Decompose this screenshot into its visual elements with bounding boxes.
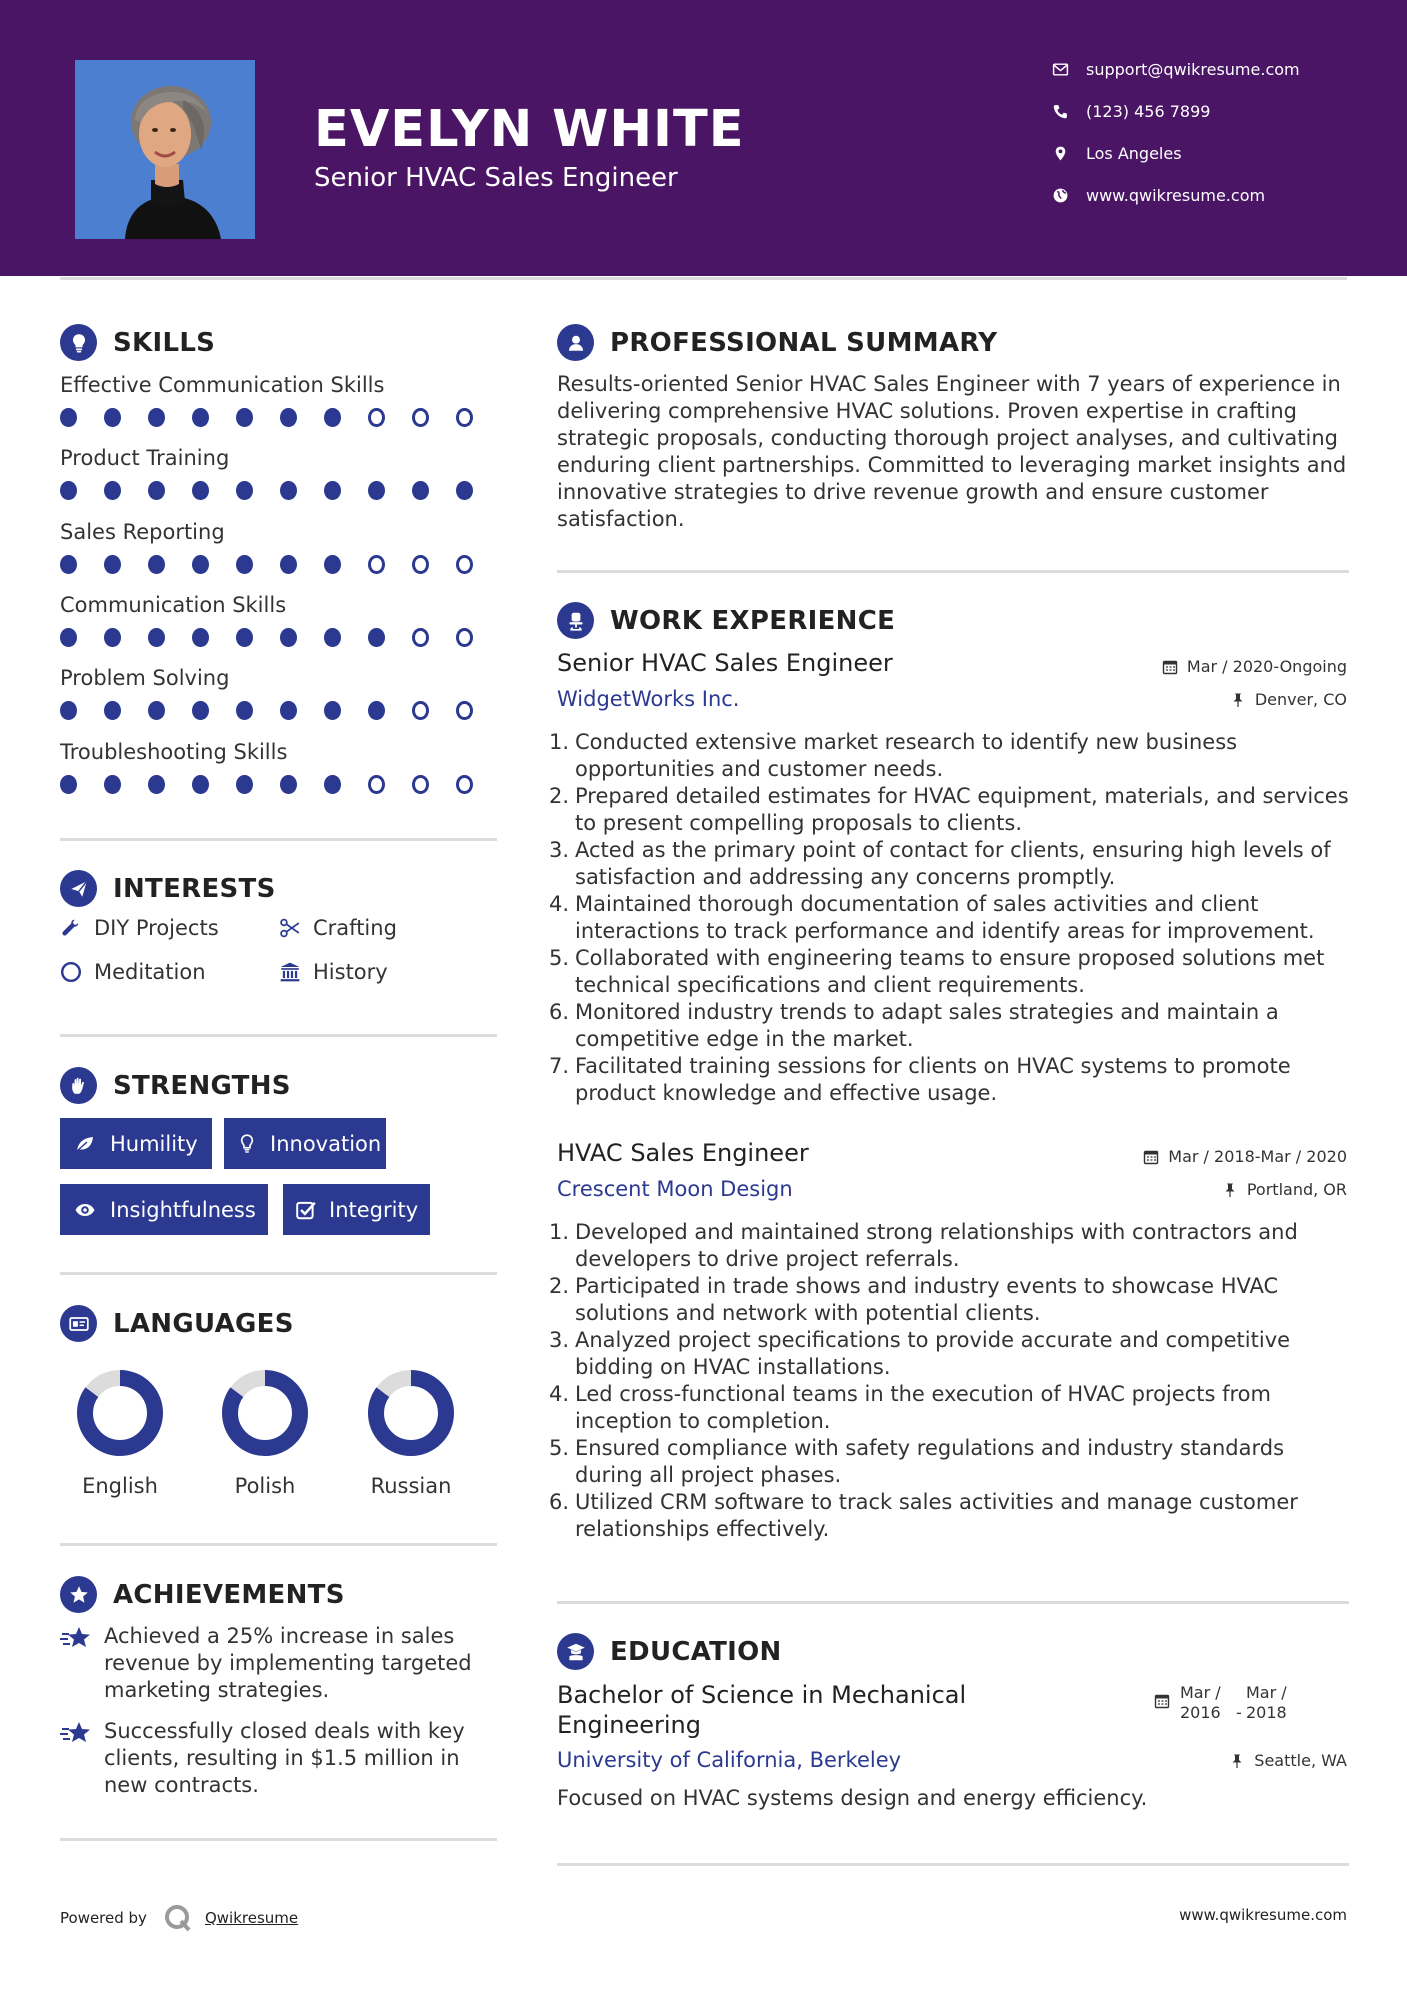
candidate-title: Senior HVAC Sales Engineer xyxy=(314,163,678,193)
skill-rating xyxy=(60,408,500,427)
rating-dot-empty xyxy=(412,628,429,647)
pushpin-icon xyxy=(1229,1753,1245,1769)
id-card-icon xyxy=(60,1305,97,1342)
section-divider xyxy=(60,1838,497,1841)
job-bullet: 3. Analyzed project specifications to provide accurate and competitive bidding on HVAC installations. xyxy=(549,1328,1291,1379)
paper-plane-icon xyxy=(60,870,97,907)
education-description: Focused on HVAC systems design and energy efficiency. xyxy=(557,1786,1148,1810)
language-name: English xyxy=(82,1474,158,1498)
summary-text: Results-oriented Senior HVAC Sales Engineer with 7 years of experience in delivering comprehensive HVAC solutions. Proven expertise in crafting strategic proposals, conducting thorough project analyses, and cultivating enduring client partnerships. Committed to leveraging market insights and innovative strategies to drive revenue growth and ensure customer satisfaction. xyxy=(557,372,1347,531)
footer-website[interactable]: www.qwikresume.com xyxy=(1179,1906,1347,1924)
section-divider xyxy=(557,1863,1349,1866)
rating-dot-filled xyxy=(60,701,77,720)
company-name[interactable]: WidgetWorks Inc. xyxy=(557,687,740,711)
achievements-heading: ACHIEVEMENTS xyxy=(60,1576,345,1613)
rating-dot-filled xyxy=(236,481,253,500)
rating-dot-empty xyxy=(368,408,385,427)
phone-icon xyxy=(1050,101,1070,121)
rating-dot-empty xyxy=(368,555,385,574)
job-bullet: 7. Facilitated training sessions for clients on HVAC systems to promote product knowledge and effective usage. xyxy=(549,1054,1291,1105)
education-dates: Mar / 2016 - Mar / 2018 xyxy=(1154,1683,1296,1723)
rating-dot-filled xyxy=(60,555,77,574)
contact-email[interactable]: support@qwikresume.com xyxy=(1050,54,1300,84)
job-bullet: 5. Collaborated with engineering teams to ensure proposed solutions met technical specifications and client requirements. xyxy=(549,946,1325,997)
strength-tag: Humility xyxy=(60,1118,212,1169)
skill-item xyxy=(60,517,500,574)
achievement-item: Achieved a 25% increase in sales revenue by implementing targeted marketing strategies. xyxy=(60,1623,500,1704)
eye-icon xyxy=(72,1199,98,1221)
envelope-icon xyxy=(1050,59,1070,79)
rating-dot-filled xyxy=(60,775,77,794)
rating-dot-filled xyxy=(60,628,77,647)
check-square-icon xyxy=(295,1199,317,1221)
rating-dot-filled xyxy=(148,701,165,720)
rating-dot-filled xyxy=(60,481,77,500)
location-pin-icon xyxy=(1050,143,1070,163)
star-icon xyxy=(60,1625,94,1651)
qwikresume-link[interactable]: Qwikresume xyxy=(204,1909,299,1927)
rating-dot-filled xyxy=(280,408,297,427)
profile-photo xyxy=(75,60,255,239)
rating-dot-filled xyxy=(280,555,297,574)
user-icon xyxy=(557,324,594,361)
office-chair-icon xyxy=(557,602,594,639)
education-heading: EDUCATION xyxy=(557,1633,782,1670)
rating-dot-filled xyxy=(236,701,253,720)
interest-item: History xyxy=(279,960,388,984)
pushpin-icon xyxy=(1222,1182,1238,1198)
rating-dot-filled xyxy=(104,555,121,574)
rating-dot-filled xyxy=(104,481,121,500)
rating-dot-filled xyxy=(324,481,341,500)
strength-tag: Integrity xyxy=(283,1184,430,1235)
rating-dot-filled xyxy=(280,481,297,500)
language-item xyxy=(205,1368,325,1498)
rating-dot-filled xyxy=(280,628,297,647)
section-divider xyxy=(60,1543,497,1546)
strengths-heading: STRENGTHS xyxy=(60,1067,291,1104)
job-bullet: 3. Acted as the primary point of contact for clients, ensuring high levels of satisfaction and addressing any concerns promptly. xyxy=(549,838,1331,889)
job-title: HVAC Sales Engineer xyxy=(557,1139,809,1167)
job-bullet: 4. Maintained thorough documentation of sales activities and client interactions to track performance and identify areas for improvement. xyxy=(549,892,1315,943)
interest-item: Crafting xyxy=(279,916,397,940)
achievement-item: Successfully closed deals with key clients, resulting in $1.5 million in new contracts. xyxy=(60,1718,500,1799)
skill-rating xyxy=(60,628,500,647)
job-location: Portland, OR xyxy=(1222,1180,1347,1199)
skill-item xyxy=(60,443,500,500)
skill-name: Problem Solving xyxy=(60,666,230,691)
language-level-donut xyxy=(366,1368,456,1458)
rating-dot-filled xyxy=(148,628,165,647)
star-icon xyxy=(60,1720,94,1746)
job-bullet: 1. Conducted extensive market research to identify new business opportunities and customer needs. xyxy=(549,730,1238,781)
circle-icon xyxy=(60,961,82,983)
rating-dot-filled xyxy=(192,555,209,574)
contact-phone[interactable]: (123) 456 7899 xyxy=(1050,96,1210,126)
pushpin-icon xyxy=(1230,692,1246,708)
experience-heading: WORK EXPERIENCE xyxy=(557,602,895,639)
footer-powered-by: Powered by Qwikresume xyxy=(60,1903,298,1933)
rating-dot-filled xyxy=(324,628,341,647)
rating-dot-filled xyxy=(280,701,297,720)
rating-dot-filled xyxy=(148,408,165,427)
contact-website[interactable]: www.qwikresume.com xyxy=(1050,180,1265,210)
rating-dot-filled xyxy=(104,701,121,720)
calendar-icon xyxy=(1154,1693,1170,1709)
lightbulb-icon xyxy=(60,324,97,361)
rating-dot-empty xyxy=(412,775,429,794)
rating-dot-filled xyxy=(60,408,77,427)
job-bullet: 4. Led cross-functional teams in the execution of HVAC projects from inception to completion. xyxy=(549,1382,1271,1433)
skill-name: Product Training xyxy=(60,446,230,471)
rating-dot-filled xyxy=(324,701,341,720)
language-level-donut xyxy=(75,1368,165,1458)
interests-heading: INTERESTS xyxy=(60,870,276,907)
skill-name: Sales Reporting xyxy=(60,519,225,544)
skill-item xyxy=(60,590,500,647)
rating-dot-filled xyxy=(148,481,165,500)
rating-dot-empty xyxy=(368,775,385,794)
rating-dot-filled xyxy=(236,628,253,647)
job-bullet: 1. Developed and maintained strong relationships with contractors and developers to drive project referrals. xyxy=(549,1220,1298,1271)
language-level-donut xyxy=(220,1368,310,1458)
qwikresume-logo-icon xyxy=(163,1903,193,1933)
rating-dot-filled xyxy=(192,701,209,720)
section-divider xyxy=(60,1034,497,1037)
scissors-icon xyxy=(279,917,301,939)
job-dates: Mar / 2020-Ongoing xyxy=(1162,657,1347,676)
rating-dot-filled xyxy=(324,408,341,427)
education-location: Seattle, WA xyxy=(1229,1751,1347,1770)
section-divider xyxy=(60,838,497,841)
rating-dot-filled xyxy=(104,628,121,647)
job-dates: Mar / 2018-Mar / 2020 xyxy=(1143,1147,1347,1166)
rating-dot-filled xyxy=(236,775,253,794)
rating-dot-filled xyxy=(236,408,253,427)
skill-item xyxy=(60,663,500,720)
rating-dot-filled xyxy=(236,555,253,574)
rating-dot-filled xyxy=(148,775,165,794)
job-location: Denver, CO xyxy=(1230,690,1347,709)
calendar-icon xyxy=(1162,659,1178,675)
rating-dot-empty xyxy=(412,701,429,720)
rating-dot-empty xyxy=(456,628,473,647)
rating-dot-empty xyxy=(412,555,429,574)
languages-heading: LANGUAGES xyxy=(60,1305,294,1342)
rating-dot-filled xyxy=(456,481,473,500)
bank-icon xyxy=(279,961,301,983)
skill-item xyxy=(60,737,500,794)
job-bullet: 2. Participated in trade shows and industry events to showcase HVAC solutions and network with potential clients. xyxy=(549,1274,1279,1325)
rating-dot-filled xyxy=(192,481,209,500)
globe-icon xyxy=(1050,185,1070,205)
skill-name: Communication Skills xyxy=(60,592,287,617)
interest-item: DIY Projects xyxy=(60,916,219,940)
wrench-icon xyxy=(60,917,82,939)
rating-dot-filled xyxy=(148,555,165,574)
company-name[interactable]: Crescent Moon Design xyxy=(557,1177,793,1201)
leaf-icon xyxy=(72,1133,98,1155)
rating-dot-filled xyxy=(192,408,209,427)
job-bullet: 6. Utilized CRM software to track sales activities and manage customer relationships effectively. xyxy=(549,1490,1298,1541)
job-bullets xyxy=(549,1219,1357,1543)
rating-dot-filled xyxy=(192,628,209,647)
rating-dot-filled xyxy=(368,481,385,500)
rating-dot-filled xyxy=(368,628,385,647)
rating-dot-filled xyxy=(324,775,341,794)
rating-dot-filled xyxy=(104,775,121,794)
skill-name: Troubleshooting Skills xyxy=(60,739,288,764)
hand-icon xyxy=(60,1067,97,1104)
skills-heading: SKILLS xyxy=(60,324,215,361)
rating-dot-filled xyxy=(324,555,341,574)
contact-location: Los Angeles xyxy=(1050,138,1182,168)
candidate-name: EVELYN WHITE xyxy=(314,100,745,159)
calendar-icon xyxy=(1143,1149,1159,1165)
lightbulb-icon xyxy=(236,1133,258,1155)
resume-header xyxy=(0,0,1407,276)
section-divider xyxy=(60,1272,497,1275)
school-name[interactable]: University of California, Berkeley xyxy=(557,1748,902,1772)
rating-dot-filled xyxy=(368,701,385,720)
graduate-icon xyxy=(557,1633,594,1670)
rating-dot-empty xyxy=(456,701,473,720)
skill-rating xyxy=(60,481,500,500)
language-item xyxy=(351,1368,471,1498)
language-item xyxy=(60,1368,180,1498)
summary-heading: PROFESSIONAL SUMMARY xyxy=(557,324,997,361)
rating-dot-filled xyxy=(192,775,209,794)
rating-dot-empty xyxy=(456,408,473,427)
job-bullet: 6. Monitored industry trends to adapt sales strategies and maintain a competitive edge in the market. xyxy=(549,1000,1279,1051)
degree-title: Bachelor of Science in Mechanical Engineering xyxy=(557,1681,967,1739)
strength-tag: Innovation xyxy=(224,1118,386,1169)
job-bullet: 2. Prepared detailed estimates for HVAC equipment, materials, and services to present compelling proposals to clients. xyxy=(549,784,1349,835)
section-divider xyxy=(557,1601,1349,1604)
rating-dot-filled xyxy=(280,775,297,794)
language-name: Polish xyxy=(234,1474,296,1498)
skill-item xyxy=(60,370,500,427)
skill-rating xyxy=(60,701,500,720)
skill-name: Effective Communication Skills xyxy=(60,373,385,397)
rating-dot-filled xyxy=(104,408,121,427)
job-bullet: 5. Ensured compliance with safety regulations and industry standards during all project phases. xyxy=(549,1436,1285,1487)
rating-dot-filled xyxy=(412,481,429,500)
rating-dot-empty xyxy=(456,775,473,794)
skill-rating xyxy=(60,555,500,574)
star-icon xyxy=(60,1576,97,1613)
rating-dot-empty xyxy=(412,408,429,427)
rating-dot-empty xyxy=(456,555,473,574)
interest-item: Meditation xyxy=(60,960,206,984)
skill-rating xyxy=(60,775,500,794)
job-bullets xyxy=(549,729,1357,1107)
job-title: Senior HVAC Sales Engineer xyxy=(557,649,893,677)
language-name: Russian xyxy=(370,1474,452,1498)
section-divider xyxy=(557,570,1349,573)
strength-tag: Insightfulness xyxy=(60,1184,268,1235)
